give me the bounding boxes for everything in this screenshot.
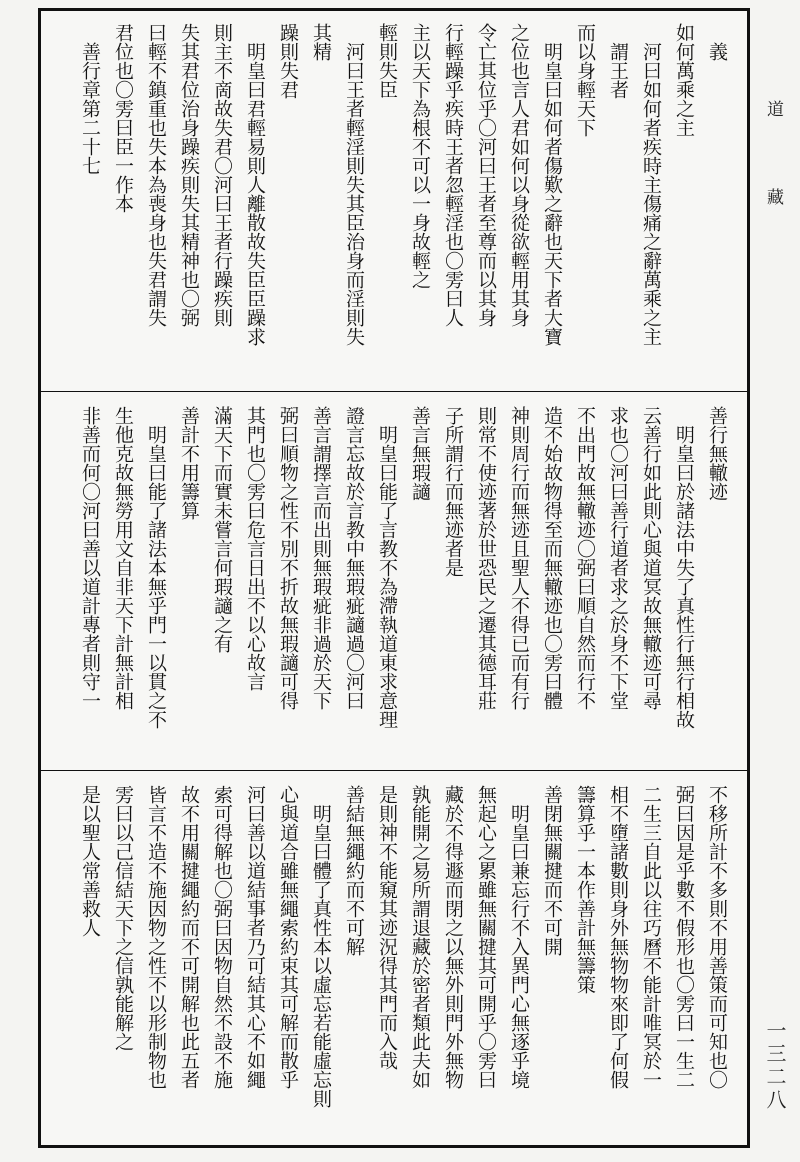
text-column: 行輕躁乎疾時王者忽輕淫也〇雱曰人 bbox=[442, 23, 464, 327]
text-column: 藏於不得遯而閉之以無外則門外無物 bbox=[442, 785, 464, 1089]
text-column: 曰輕不鎮重也失本為喪身也失君謂失 bbox=[145, 23, 167, 327]
text-column: 義 bbox=[706, 42, 728, 61]
text-column: 善言謂擇言而出則無瑕疵非過於天下 bbox=[310, 406, 332, 710]
text-column: 明皇曰體了真性本以虛忘若能虛忘則 bbox=[310, 804, 332, 1108]
text-column: 神則周行而無迹且聖人不得已而有行 bbox=[508, 406, 530, 710]
text-column: 躁則失君 bbox=[277, 23, 299, 99]
side-label-zang: 藏 bbox=[763, 188, 783, 205]
text-column: 主以天下為根不可以一身故輕之 bbox=[409, 23, 431, 289]
text-column: 輕則失臣 bbox=[376, 23, 398, 99]
side-label-dao: 道 bbox=[763, 100, 783, 117]
text-column: 則常不使迹著於世恐民之遷其德耳莊 bbox=[475, 406, 497, 710]
text-column: 無起心之累雖無關揵其可開乎〇雱曰 bbox=[475, 785, 497, 1089]
text-column: 河曰善以道結事者乃可結其心不如繩 bbox=[244, 785, 266, 1089]
text-column: 雱曰以己信結天下之信孰能解之 bbox=[112, 785, 134, 1051]
text-column: 籌算乎一本作善計無籌策 bbox=[574, 785, 596, 994]
text-column: 明皇曰兼忘行不入異門心無逐乎境 bbox=[508, 804, 530, 1089]
text-column: 明皇曰於諸法中失了真性行無行相故 bbox=[673, 425, 695, 729]
text-column: 善行章第二十七 bbox=[79, 42, 101, 175]
text-column: 不出門故無轍迹〇弼曰順自然而行不 bbox=[574, 406, 596, 710]
text-column: 謂王者 bbox=[607, 42, 629, 99]
text-column: 是則神不能窺其迹況得其門而入哉 bbox=[376, 785, 398, 1070]
text-column: 其門也〇雱曰危言日出不以心故言 bbox=[244, 406, 266, 691]
text-column: 不移所計不多則不用善策而可知也〇 bbox=[706, 785, 728, 1089]
text-column: 證言忘故於言教中無瑕疵讁過〇河曰 bbox=[343, 406, 365, 710]
text-column: 求也〇河曰善行道者求之於身不下堂 bbox=[607, 406, 629, 710]
text-column: 索可得解也〇弼曰因物自然不設不施 bbox=[211, 785, 233, 1089]
text-column: 孰能開之易所謂退藏於密者類此夫如 bbox=[409, 785, 431, 1089]
text-column: 河曰如何者疾時主傷痛之辭萬乘之主 bbox=[640, 42, 662, 346]
text-column: 令亡其位乎〇河曰王者至尊而以其身 bbox=[475, 23, 497, 327]
text-column: 河曰王者輕淫則失其臣治身而淫則失 bbox=[343, 42, 365, 346]
panel-divider bbox=[41, 770, 747, 771]
text-column: 相不墮諸數則身外無物物來即了何假 bbox=[607, 785, 629, 1089]
text-panel-middle bbox=[41, 394, 747, 768]
text-column: 則主不啇故失君〇河曰王者行躁疾則 bbox=[211, 23, 233, 327]
text-column: 善言無瑕讁 bbox=[409, 406, 431, 501]
text-column: 明皇曰能了諸法本無乎門一以貫之不 bbox=[145, 425, 167, 729]
text-column: 云善行如此則心與道冥故無轍迹可尋 bbox=[640, 406, 662, 710]
text-column: 弼曰因是乎數不假形也〇雱曰一生二 bbox=[673, 785, 695, 1089]
text-column: 生他克故無勞用文自非天下計無計相 bbox=[112, 406, 134, 710]
text-column: 是以聖人常善救人 bbox=[79, 785, 101, 937]
text-column: 明皇曰如何者傷歎之辭也天下者大寶 bbox=[541, 42, 563, 346]
text-column: 失其君位治身躁疾則失其精神也〇弼 bbox=[178, 23, 200, 327]
text-column: 弼曰順物之性不別不折故無瑕讁可得 bbox=[277, 406, 299, 710]
text-column: 非善而何〇河曰善以道計專者則守一 bbox=[79, 406, 101, 710]
text-panel-top bbox=[41, 11, 747, 389]
text-column: 善閉無關揵而不可開 bbox=[541, 785, 563, 956]
page-number: 一三二八 bbox=[763, 1020, 787, 1112]
text-column: 子所謂行而無迹者是 bbox=[442, 406, 464, 577]
text-column: 善結無繩約而不可解 bbox=[343, 785, 365, 956]
text-column: 君位也〇雱曰臣一作本 bbox=[112, 23, 134, 213]
text-column: 其精 bbox=[310, 23, 332, 61]
text-column: 故不用關揵繩約而不可開解也此五者 bbox=[178, 785, 200, 1089]
text-column: 而以身輕天下 bbox=[574, 23, 596, 137]
text-column: 之位也言人君如何以身從欲輕用其身 bbox=[508, 23, 530, 327]
text-column: 造不始故物得至而無轍迹也〇雱曰體 bbox=[541, 406, 563, 710]
text-column: 二生三自此以往巧曆不能計唯冥於一 bbox=[640, 785, 662, 1089]
text-column: 滿天下而實未嘗言何瑕讁之有 bbox=[211, 406, 233, 653]
text-column: 明皇曰能了言教不為滯執道東求意理 bbox=[376, 425, 398, 729]
text-column: 心與道合雖無繩索約束其可解而散乎 bbox=[277, 785, 299, 1089]
text-column: 皆言不造不施因物之性不以形制物也 bbox=[145, 785, 167, 1089]
text-column: 如何萬乘之主 bbox=[673, 23, 695, 137]
page-frame bbox=[38, 8, 750, 1148]
text-column: 善行無轍迹 bbox=[706, 406, 728, 501]
panel-divider bbox=[41, 391, 747, 392]
text-panel-bottom bbox=[41, 773, 747, 1145]
text-column: 善計不用籌算 bbox=[178, 406, 200, 520]
text-column: 明皇曰君輕易則人離散故失臣臣躁求 bbox=[244, 42, 266, 346]
